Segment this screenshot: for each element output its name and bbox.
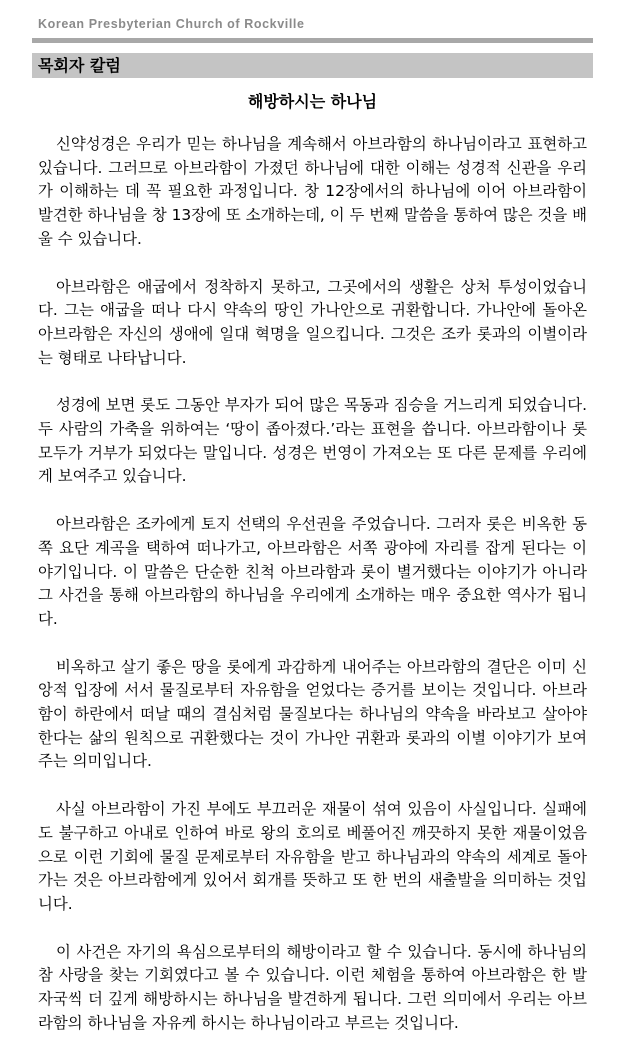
article-paragraph: 신약성경은 우리가 믿는 하나님을 계속해서 아브라함의 하나님이라고 표현하고 있습니다. 그러므로 아브라함이 가졌던 하나님에 대한 이해는 성경적 신관을 우리가 이해하는 데 꼭 필요한 과정입니다. 창 12장에서의 하나님에 이어 아브라함이 발견한 하나님을 창 13장에 또 소개하는데, 이 두 번째 말씀을 통하여 많은 것을 배울 수 있습니다. bbox=[38, 135, 587, 248]
article-paragraph: 아브라함은 조카에게 토지 선택의 우선권을 주었습니다. 그러자 롯은 비옥한 동쪽 요단 계곡을 택하여 떠나가고, 아브라함은 서쪽 광야에 자리를 잡게 된다는 이야기입니다. 이 말씀은 단순한 친척 아브라함과 롯이 별거했다는 이야기가 아니라 그 사건을 통해 아브라함의 하나님을 우리에게 소개하는 매우 중요한 역사가 됩니다. bbox=[38, 515, 587, 628]
article-paragraph: 성경에 보면 롯도 그동안 부자가 되어 많은 목동과 짐승을 거느리게 되었습니다. 두 사람의 가축을 위하여는 ‘땅이 좁아졌다.’라는 표현을 씁니다. 아브라함이나 롯 모두가 거부가 되었다는 말입니다. 성경은 번영이 가져오는 또 다른 문제를 우리에게 보여주고 있습니다. bbox=[38, 396, 587, 486]
article-paragraph: 이 사건은 자기의 욕심으로부터의 해방이라고 할 수 있습니다. 동시에 하나님의 참 사랑을 찾는 기회였다고 볼 수 있습니다. 이런 체험을 통하여 아브라함은 한 발자국씩 더 깊게 해방하시는 하나님을 발견하게 됩니다. 그런 의미에서 우리는 아브라함의 하나님을 자유케 하시는 하나님이라고 부르는 것입니다. bbox=[38, 942, 587, 1032]
church-masthead: Korean Presbyterian Church of Rockville bbox=[38, 17, 305, 31]
section-header-bar bbox=[32, 53, 593, 78]
masthead-divider bbox=[32, 38, 593, 43]
section-title: 목회자 칼럼 bbox=[38, 56, 121, 75]
article-paragraph: 아브라함은 애굽에서 정착하지 못하고, 그곳에서의 생활은 상처 투성이었습니다. 그는 애굽을 떠나 다시 약속의 땅인 가나안으로 귀환합니다. 가나안에 돌아온 아브라함은 자신의 생애에 일대 혁명을 일으킵니다. 그것은 조카 롯과의 이별이라는 형태로 나타납니다. bbox=[38, 277, 587, 367]
article-paragraph: 비옥하고 살기 좋은 땅을 롯에게 과감하게 내어주는 아브라함의 결단은 이미 신앙적 입장에 서서 물질로부터 자유함을 얻었다는 증거를 보이는 것입니다. 아브라함이 하란에서 떠날 때의 결심처럼 물질보다는 하나님의 약속을 바라보고 살아야 한다는 삶의 원칙으로 귀환했다는 것이 가나안 귀환과 롯과의 이별 이야기가 보여주는 의미입니다. bbox=[38, 657, 587, 771]
article-paragraph: 사실 아브라함이 가진 부에도 부끄러운 재물이 섞여 있음이 사실입니다. 실패에도 불구하고 아내로 인하여 바로 왕의 호의로 베풀어진 깨끗하지 못한 재물이었음으로 이런 기회에 물질 문제로부터 자유함을 받고 하나님과의 약속의 세계로 돌아가는 것은 아브라함에게 있어서 회개를 뜻하고 또 한 번의 새출발을 의미하는 것입니다. bbox=[38, 800, 587, 913]
article-title: 해방하시는 하나님 bbox=[247, 92, 378, 111]
article-body bbox=[38, 133, 587, 1060]
